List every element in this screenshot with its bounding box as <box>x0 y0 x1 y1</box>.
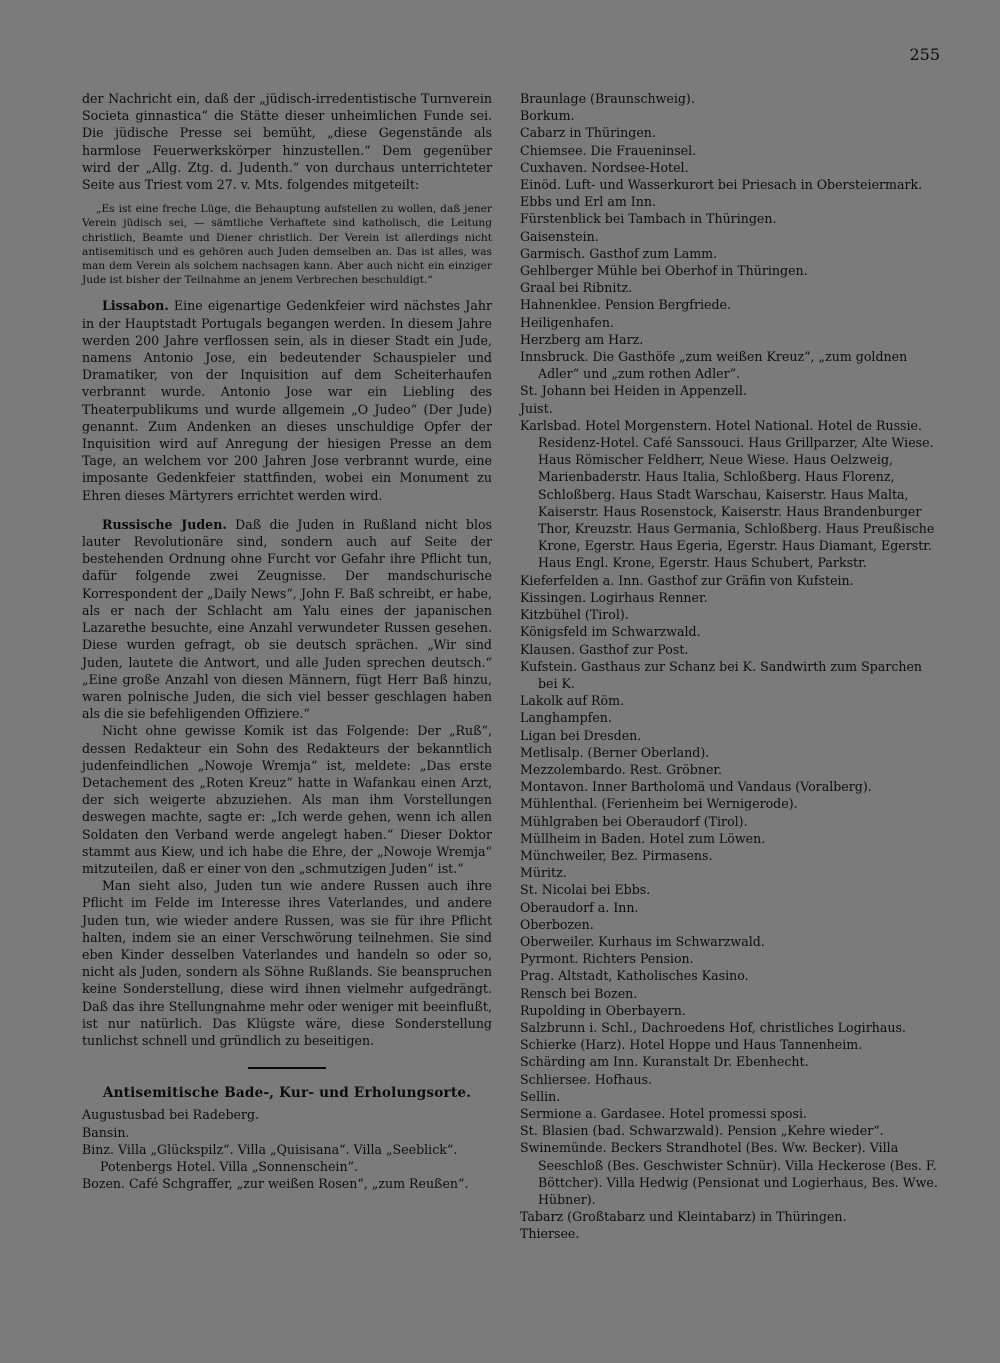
paragraph-trieste: der Nachricht ein, daß der „jüdisch-irredentistische Turnverein Societa ginnastica“ die Stätte dieser unheimlichen Funde sei. Die jüdische Presse sei bemüht, „diese Gegenstände als harmlose Feuerwerkskörper hinzustellen.“ Dem gegenüber wird der „Allg. Ztg. d. Judenth.“ von durchaus unterrichteter Seite aus Triest vom 27. v. Mts. folgendes mitgeteilt: <box>82 91 492 193</box>
list-item: Bozen. Café Schgraffer, „zur weißen Rosen“, „zum Reußen“. <box>82 1176 469 1192</box>
section-lissabon <box>82 297 492 503</box>
list-item: Mühlgraben bei Oberaudorf (Tirol). <box>520 813 748 829</box>
list-item: Langhampfen. <box>520 710 612 726</box>
list-item: Herzberg am Harz. <box>520 331 644 347</box>
list-item: Binz. Villa „Glückspilz“. Villa „Quisisana“. Villa „Seeblick“. Potenbergs Hotel. Villa „Sonnenschein“. <box>82 1141 458 1174</box>
list-item: Chiemsee. Die Fraueninsel. <box>520 142 697 158</box>
list-item: Hahnenklee. Pension Bergfriede. <box>520 297 731 313</box>
resort-list-right <box>520 90 940 1243</box>
list-item: Cuxhaven. Nordsee-Hotel. <box>520 159 689 175</box>
list-item: Oberweiler. Kurhaus im Schwarzwald. <box>520 933 765 949</box>
heading-russische-juden: Russische Juden. <box>102 516 227 532</box>
list-item: Rupolding in Oberbayern. <box>520 1002 686 1018</box>
list-item: Bansin. <box>82 1124 130 1140</box>
list-item: Mühlenthal. (Ferienheim bei Wernigerode). <box>520 796 798 812</box>
resort-list-left <box>82 1106 492 1192</box>
list-item: Prag. Altstadt, Katholisches Kasino. <box>520 968 749 984</box>
list-item: Augustusbad bei Radeberg. <box>82 1107 260 1123</box>
list-item: Sellin. <box>520 1088 561 1104</box>
section-divider <box>248 1067 326 1069</box>
list-item: Lakolk auf Röm. <box>520 693 625 709</box>
list-item: St. Nicolai bei Ebbs. <box>520 882 651 898</box>
list-item: Münchweiler, Bez. Pirmasens. <box>520 847 713 863</box>
list-item: Swinemünde. Beckers Strandhotel (Bes. Ww. Becker). Villa Seeschloß (Bes. Geschwister Schnür). Villa Heckerose (Bes. F. Böttcher). Villa Hedwig (Pensionat und Logierhaus, Bes. Wwe. Hübner). <box>520 1140 938 1207</box>
list-item: Pyrmont. Richters Pension. <box>520 951 694 967</box>
list-item: Kieferfelden a. Inn. Gasthof zur Gräfin von Kufstein. <box>520 572 854 588</box>
list-item: Montavon. Inner Bartholomä und Vandaus (Voralberg). <box>520 779 872 795</box>
list-item: Metlisalp. (Berner Oberland). <box>520 744 710 760</box>
list-item: Borkum. <box>520 108 575 124</box>
list-item: Einöd. Luft- und Wasserkurort bei Priesach in Obersteiermark. <box>520 177 923 193</box>
text-lissabon: Eine eigenartige Gedenkfeier wird nächstes Jahr in der Hauptstadt Portugals begangen werden. In diesem Jahre werden 200 Jahre verflossen sein, als in dieser Stadt ein Jude, namens Antonio Jose, ein bedeutender Schauspieler und Dramatiker, von der Inquisition auf dem Scheiterhaufen verbrannt wurde. Antonio Jose war ein Liebling des Theaterpublikums und wurde allgemein „O Judeo“ (Der Jude) genannt. Zum Andenken an dieses unschuldige Opfer der Inquisition wird auf Anregung der hiesigen Presse an dem Tage, an welchem vor 200 Jahren Jose verbrannt wurde, eine imposante Gedenkfeier stattfinden, wobei ein Monument zu Ehren dieses Märtyrers errichtet werden wird. <box>82 298 492 503</box>
quote-trieste: „Es ist eine freche Lüge, die Behauptung aufstellen zu wollen, daß jener Verein jüdisch sei, — sämtliche Verhaftete sind katholisch, die Leitung christlich, Beamte und Diener christlich. Der Verein ist allerdings nicht antisemitisch und es gehören auch Juden demselben an. Das ist alles, was man dem Verein als solchem nachsagen kann. Aber auch nicht ein einziger Jude ist bisher der Teilnahme an jenem Verbrechen beschuldigt.“ <box>82 203 492 287</box>
list-item: Ebbs und Erl am Inn. <box>520 194 656 210</box>
list-item: Königsfeld im Schwarzwald. <box>520 624 701 640</box>
list-item: Gehlberger Mühle bei Oberhof in Thüringen. <box>520 263 808 279</box>
list-item: Oberaudorf a. Inn. <box>520 899 639 915</box>
heading-lissabon: Lissabon. <box>102 298 169 314</box>
list-item: Oberbozen. <box>520 916 594 932</box>
list-item: Garmisch. Gasthof zum Lamm. <box>520 245 718 261</box>
list-item: Rensch bei Bozen. <box>520 985 638 1001</box>
list-item: Müllheim in Baden. Hotel zum Löwen. <box>520 830 766 846</box>
list-item: Klausen. Gasthof zur Post. <box>520 641 689 657</box>
list-item: Heiligenhafen. <box>520 314 614 330</box>
paragraph-komik: Nicht ohne gewisse Komik ist das Folgende: Der „Ruß“, dessen Redakteur ein Sohn des Redakteurs der bekanntlich judenfeindlichen „Nowoje Wremja“ ist, meldete: „Das erste Detachement des „Roten Kreuz“ hatte in Wafankau einen Arzt, der sich weigerte abzuziehen. Als man ihm Vorstellungen deswegen machte, sagte er: „Ich werde gehen, wenn ich allen Soldaten den Verband werde angelegt haben.“ Dieser Doktor stammt aus Kiew, und ich habe die Ehre, der „Nowoje Wremja“ mitzuteilen, daß er einer von den „schmutzigen Juden“ ist.“ <box>82 723 492 876</box>
list-item: Schärding am Inn. Kuranstalt Dr. Ebenhecht. <box>520 1054 809 1070</box>
list-item: Fürstenblick bei Tambach in Thüringen. <box>520 211 777 227</box>
list-item: Thiersee. <box>520 1226 580 1242</box>
list-item: Gaisenstein. <box>520 228 599 244</box>
list-item: Tabarz (Großtabarz und Kleintabarz) in Thüringen. <box>520 1209 847 1225</box>
list-item: Kitzbühel (Tirol). <box>520 607 629 623</box>
list-item: Salzbrunn i. Schl., Dachroedens Hof, christliches Logirhaus. <box>520 1019 906 1035</box>
list-item: Kufstein. Gasthaus zur Schanz bei K. Sandwirth zum Sparchen bei K. <box>520 658 923 691</box>
list-item: Innsbruck. Die Gasthöfe „zum weißen Kreuz“, „zum goldnen Adler“ und „zum rothen Adler“. <box>520 349 908 382</box>
list-item: Graal bei Ribnitz. <box>520 280 633 296</box>
text-russische-juden: Daß die Juden in Rußland nicht blos lauter Revolutionäre sind, sondern auch auf Seite der bestehenden Ordnung ohne Furcht vor Gefahr ihre Pflicht tun, dafür folgende zwei Zeugnisse. Der mandschurische Korrespondent der „Daily News“, John F. Baß schreibt, er habe, als er nach der Schlacht am Yalu eines der japanischen Lazarethe besuchte, eine Anzahl verwundeter Russen gesehen. Diese wurden gefragt, ob sie deutsch sprächen. „Wir sind Juden, lautete die Antwort, und alle Juden sprechen deutsch.“ „Eine große Anzahl von diesen Männern, fügt Herr Baß hinzu, waren polnische Juden, die sich viel besser geschlagen haben als die sie befehligenden Offiziere.“ <box>82 516 493 722</box>
list-item: Karlsbad. Hotel Morgenstern. Hotel National. Hotel de Russie. Residenz-Hotel. Café Sanssouci. Haus Grillparzer, Alte Wiese. Haus Römischer Feldherr, Neue Wiese. Haus Oelzweig, Marienbaderstr. Haus Italia, Schloßberg. Haus Florenz, Schloßberg. Haus Stadt Warschau, Kaiserstr. Haus Malta, Kaiserstr. Haus Rosenstock, Kaiserstr. Haus Brandenburger Thor, Kreuzstr. Haus Germania, Schloßberg. Haus Preußische Krone, Egerstr. Haus Egeria, Egerstr. Haus Diamant, Egerstr. Haus Engl. Krone, Egerstr. Haus Schubert, Parkstr. <box>520 417 935 571</box>
paragraph-fazit: Man sieht also, Juden tun wie andere Russen auch ihre Pflicht im Felde im Interesse ihres Vaterlandes, und andere Juden tun, wie wieder andere Russen, was sie für ihre Pflicht halten, indem sie an einer Verschwörung teilnehmen. Sie sind eben Kinder desselben Vaterlandes und handeln so oder so, nicht als Juden, sondern als Söhne Rußlands. Sie beanspruchen keine Sonderstellung, diese wird ihnen vielmehr aufgedrängt. Daß das ihre Stellungnahme mehr oder weniger mit beeinflußt, ist nur natürlich. Das Klügste wäre, diese Sonderstellung tunlichst schnell und gründlich zu beseitigen. <box>82 878 492 1048</box>
list-item: Schliersee. Hofhaus. <box>520 1071 653 1087</box>
list-item: Kissingen. Logirhaus Renner. <box>520 589 708 605</box>
list-item: Ligan bei Dresden. <box>520 727 642 743</box>
right-column <box>520 90 940 1243</box>
list-item: Cabarz in Thüringen. <box>520 125 656 141</box>
list-item: St. Blasien (bad. Schwarzwald). Pension „Kehre wieder“. <box>520 1123 884 1139</box>
list-title: Antisemitische Bade-, Kur- und Erholungsorte. <box>102 1085 472 1102</box>
list-item: Braunlage (Braunschweig). <box>520 91 695 106</box>
list-item: Sermione a. Gardasee. Hotel promessi sposi. <box>520 1105 807 1121</box>
list-item: Juist. <box>520 400 553 416</box>
page-number: 255 <box>909 45 940 64</box>
list-item: Mezzolembardo. Rest. Gröbner. <box>520 761 723 777</box>
list-item: Müritz. <box>520 865 567 881</box>
section-russische-juden <box>82 516 492 722</box>
list-item: Schierke (Harz). Hotel Hoppe und Haus Tannenheim. <box>520 1037 863 1053</box>
list-item: St. Johann bei Heiden in Appenzell. <box>520 383 747 399</box>
left-column <box>82 90 492 1192</box>
